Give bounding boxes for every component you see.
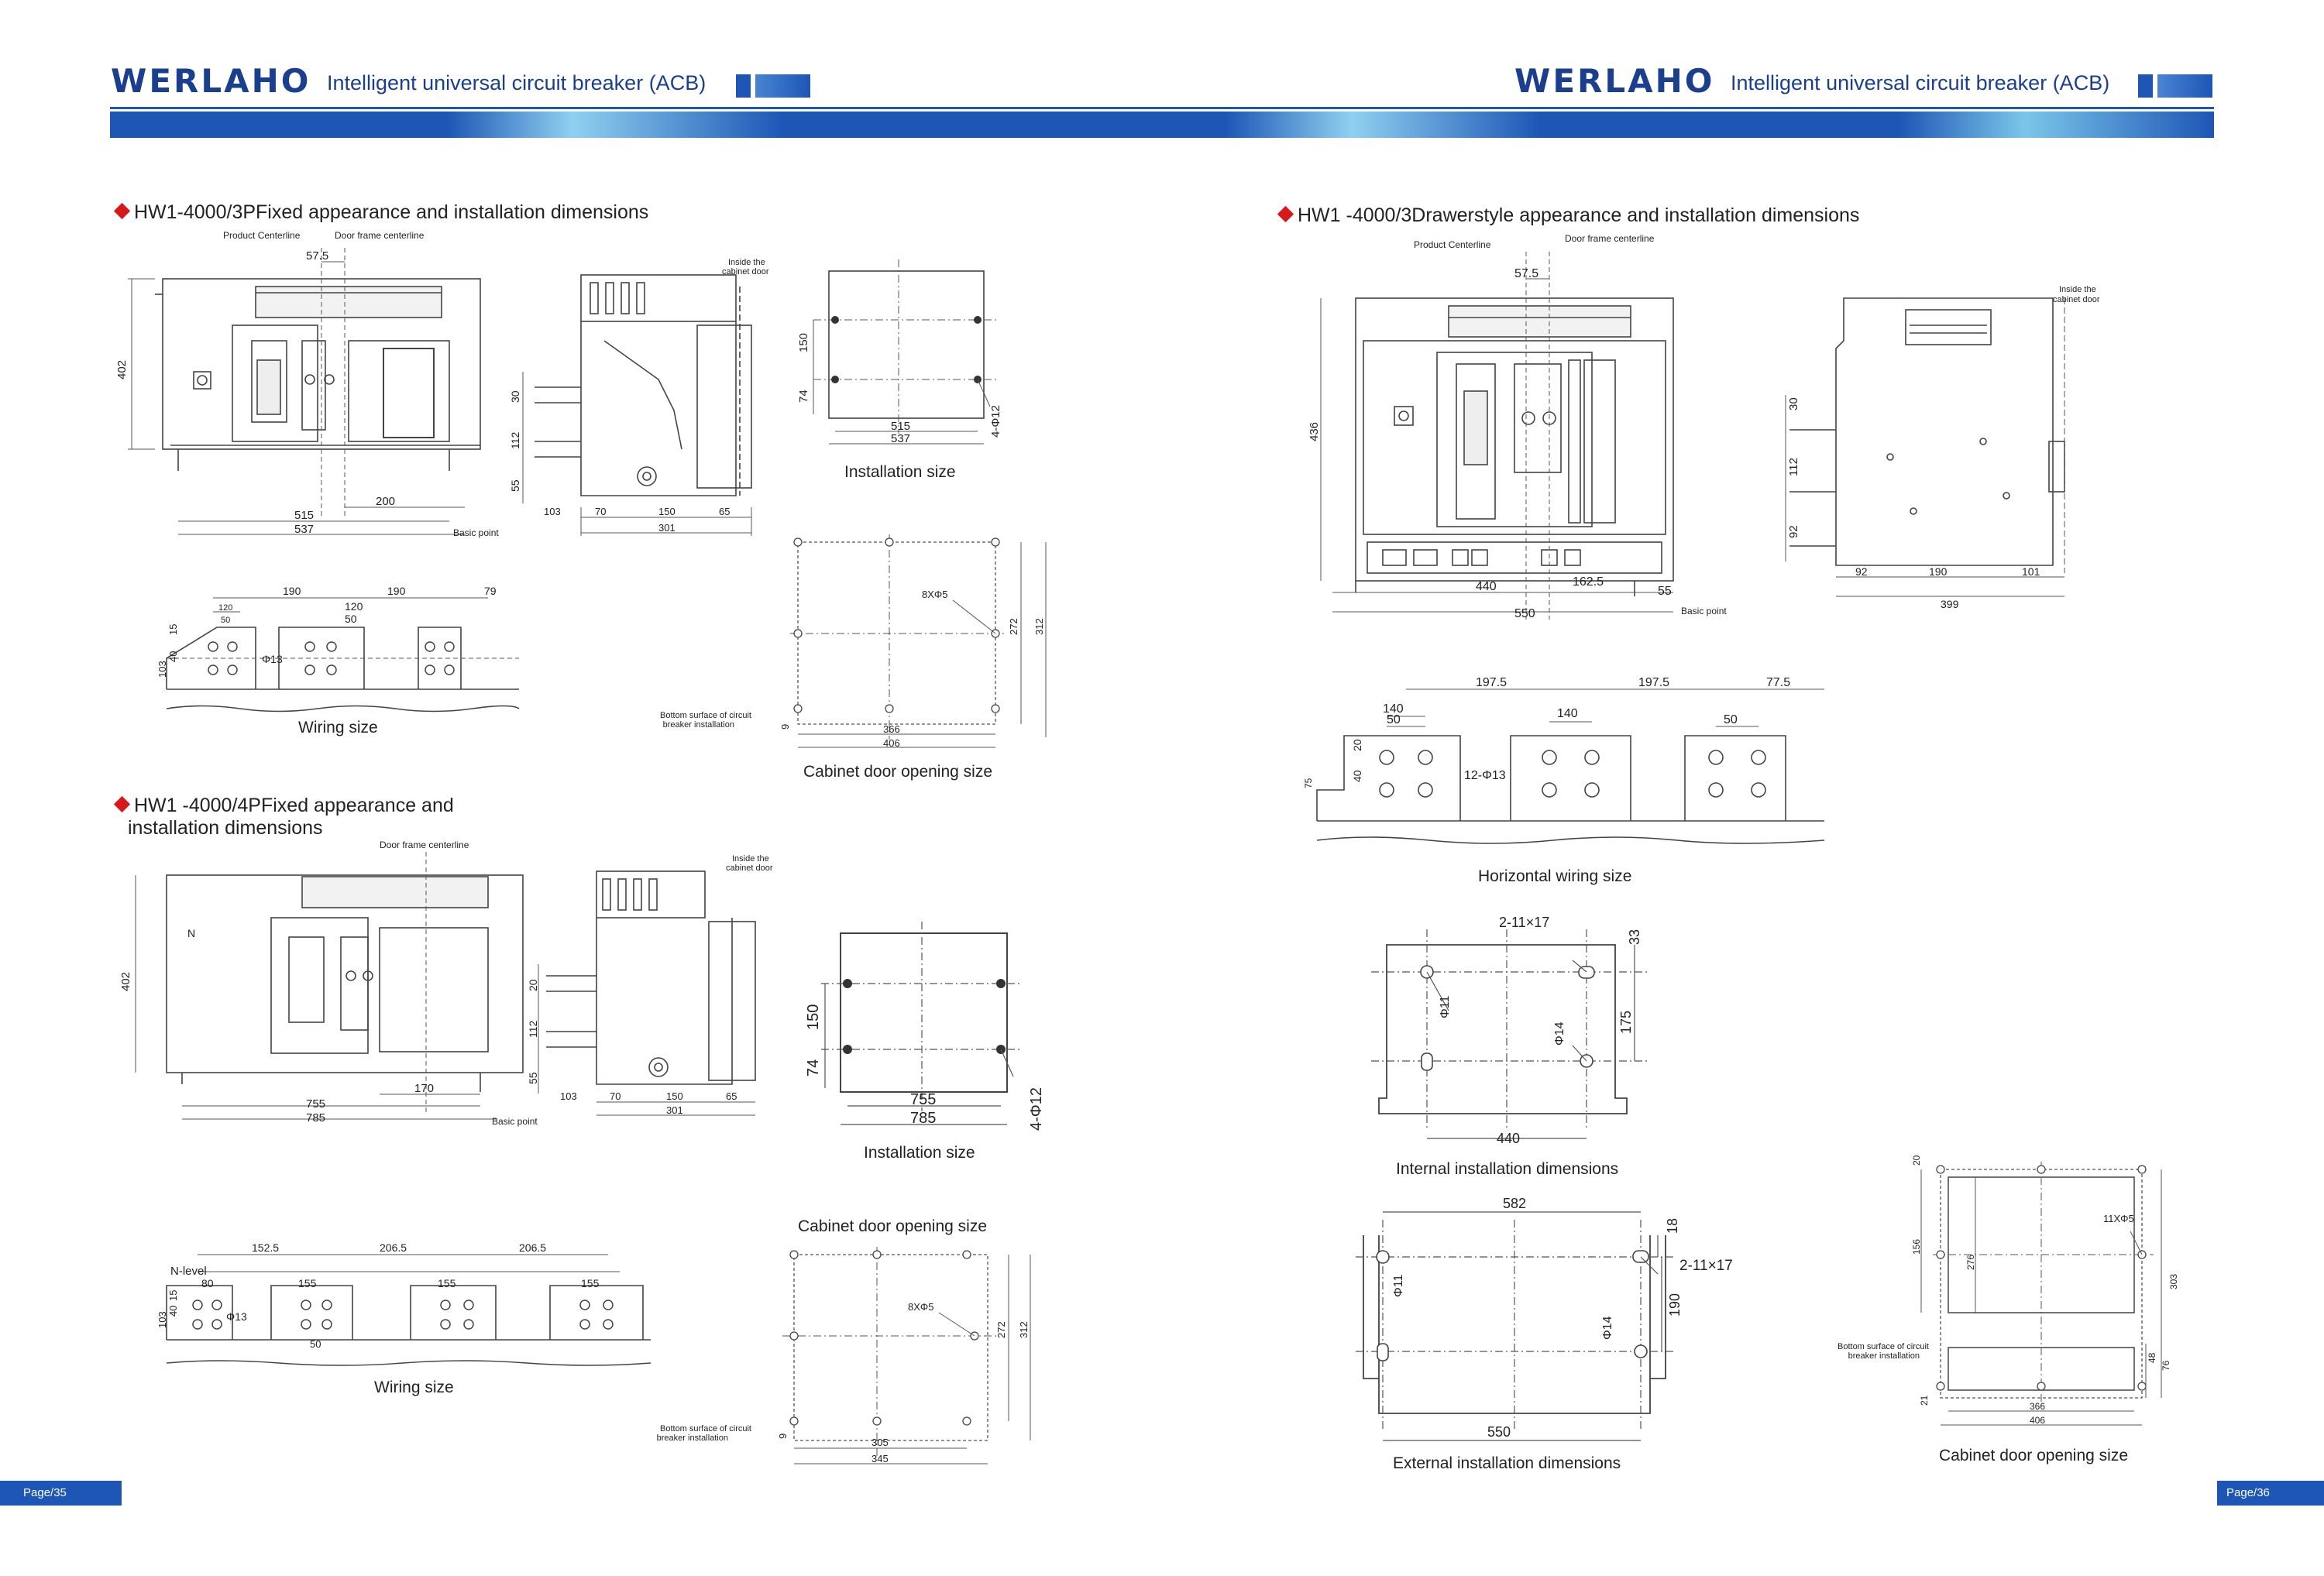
- caption-internal-install: Internal installation dimensions: [1396, 1160, 1619, 1178]
- dim-65: 65: [726, 1090, 737, 1102]
- bullet-icon: [114, 203, 130, 219]
- dim-77-5: 77.5: [1766, 676, 1791, 689]
- dim-190b: 190: [387, 585, 406, 597]
- dim-303: 303: [2168, 1273, 2179, 1289]
- bullet-icon: [1277, 206, 1294, 222]
- dim-112: 112: [509, 431, 521, 449]
- label-inside-cabinet-1: Inside the: [2059, 285, 2096, 294]
- dim-155c: 155: [581, 1277, 600, 1289]
- label-bottom-surface-1: Bottom surface of circuit: [1838, 1342, 1929, 1351]
- dim-170: 170: [414, 1082, 435, 1095]
- dim-175: 175: [1618, 1010, 1634, 1034]
- header-subtitle-right: Intelligent universal circuit breaker (ACB): [1731, 71, 2110, 94]
- dim-11xphi5: 11XΦ5: [2103, 1213, 2134, 1224]
- dim-70: 70: [610, 1090, 621, 1102]
- section-title-4p-fixed: HW1 -4000/4PFixed appearance and installation dimensions: [116, 795, 454, 840]
- dim-305: 305: [871, 1437, 889, 1448]
- label-inside-cabinet-2: cabinet door: [2053, 295, 2100, 304]
- dim-21: 21: [1919, 1395, 1930, 1406]
- dim-785: 785: [306, 1111, 326, 1124]
- dim-4-phi12: 4-Φ12: [1028, 1087, 1045, 1131]
- dim-112: 112: [1787, 458, 1800, 476]
- header-accent-left: [736, 74, 810, 98]
- dim-190a: 190: [283, 585, 301, 597]
- dim-200: 200: [376, 495, 396, 508]
- dim-2-11x17: 2-11×17: [1499, 915, 1550, 930]
- label-door-frame-centerline: Door frame centerline: [335, 230, 425, 241]
- label-product-centerline: Product Centerline: [1414, 239, 1491, 250]
- caption-cabinet-door-3p: Cabinet door opening size: [803, 763, 993, 781]
- dim-92: 92: [1787, 525, 1800, 538]
- dim-103: 103: [156, 661, 168, 678]
- dim-140a: 140: [1383, 702, 1404, 716]
- dim-9: 9: [779, 723, 791, 730]
- dim-301: 301: [658, 522, 676, 534]
- dim-272: 272: [1008, 618, 1019, 635]
- label-bottom-surface-1: Bottom surface of circuit: [660, 711, 751, 720]
- dim-55: 55: [509, 479, 521, 492]
- dim-phi14: Φ14: [1601, 1316, 1614, 1340]
- dim-156: 156: [1911, 1238, 1922, 1255]
- caption-installation-size-3p: Installation size: [844, 463, 956, 481]
- dim-197-5b: 197.5: [1638, 676, 1670, 689]
- dim-550: 550: [1514, 607, 1535, 620]
- header-accent-right: [2138, 74, 2212, 98]
- caption-cabinet-door-drawer: Cabinet door opening size: [1939, 1447, 2129, 1464]
- installation-size-3p-fixed: [790, 259, 1030, 461]
- label-basic-point: Basic point: [453, 527, 499, 538]
- caption-external-install: External installation dimensions: [1393, 1454, 1621, 1472]
- label-bottom-surface-2: breaker installation: [656, 1434, 728, 1443]
- dim-150: 150: [666, 1090, 683, 1102]
- internal-install-3p-drawer: [1363, 906, 1658, 1162]
- installation-size-4p-fixed: [798, 922, 1054, 1138]
- external-install-3p-drawer: [1348, 1189, 1681, 1460]
- dim-40: 40: [167, 1305, 179, 1317]
- label-basic-point: Basic point: [1681, 606, 1727, 616]
- caption-horizontal-wiring: Horizontal wiring size: [1478, 867, 1632, 885]
- label-basic-point: Basic point: [492, 1116, 538, 1127]
- front-view-3p-fixed: [108, 225, 527, 550]
- brand-logo-left: WERLAHO: [111, 62, 311, 100]
- dim-755: 755: [306, 1097, 326, 1111]
- dim-206-5a: 206.5: [380, 1241, 407, 1254]
- dim-402: 402: [119, 971, 132, 991]
- label-inside-cabinet-1: Inside the: [728, 258, 765, 267]
- dim-140b: 140: [1557, 707, 1578, 720]
- label-bottom-surface-2: breaker installation: [662, 720, 734, 730]
- label-inside-cabinet-1: Inside the: [732, 854, 769, 864]
- dim-57-5: 57.5: [306, 249, 329, 263]
- front-view-4p-fixed: [108, 836, 558, 1138]
- bullet-icon: [114, 796, 130, 812]
- dim-366: 366: [2030, 1401, 2046, 1412]
- dim-120b: 120: [345, 600, 363, 613]
- dim-8xphi5: 8XΦ5: [922, 589, 948, 600]
- cabinet-door-3p-fixed: [635, 527, 1069, 759]
- dim-phi13: Φ13: [262, 653, 283, 665]
- dim-70: 70: [595, 506, 607, 517]
- dim-152-5: 152.5: [252, 1241, 280, 1254]
- dim-9: 9: [777, 1433, 789, 1439]
- dim-190: 190: [1929, 565, 1948, 578]
- label-n: N: [187, 927, 196, 939]
- cabinet-door-4p-fixed: [635, 1239, 1069, 1479]
- dim-162-5: 162.5: [1573, 575, 1604, 589]
- dim-79: 79: [484, 585, 497, 597]
- label-inside-cabinet-2: cabinet door: [726, 864, 773, 873]
- dim-76: 76: [2161, 1360, 2171, 1371]
- dim-150: 150: [658, 506, 676, 517]
- dim-55: 55: [527, 1072, 539, 1084]
- dim-406: 406: [2030, 1415, 2046, 1426]
- dim-550: 550: [1487, 1424, 1511, 1440]
- dim-515: 515: [891, 420, 911, 433]
- dim-30: 30: [509, 390, 521, 403]
- dim-582: 582: [1503, 1196, 1527, 1211]
- dim-phi14: Φ14: [1553, 1021, 1566, 1046]
- side-view-3p-fixed: [504, 256, 782, 542]
- dim-20: 20: [1351, 739, 1363, 751]
- dim-33: 33: [1627, 929, 1642, 945]
- dim-2-11x17-external: 2-11×17: [1679, 1258, 1733, 1274]
- dim-8xphi5: 8XΦ5: [908, 1301, 934, 1313]
- dim-155b: 155: [438, 1277, 456, 1289]
- dim-phi11: Φ11: [1392, 1274, 1405, 1297]
- dim-50b: 50: [1724, 713, 1738, 726]
- dim-80: 80: [201, 1277, 214, 1289]
- wiring-size-4p-fixed: [155, 1239, 666, 1386]
- dim-440: 440: [1476, 580, 1497, 593]
- wiring-size-3p-fixed: [155, 581, 527, 720]
- dim-755: 755: [910, 1091, 937, 1108]
- dim-150: 150: [805, 1004, 822, 1030]
- dim-402: 402: [115, 359, 129, 379]
- dim-92b: 92: [1855, 565, 1868, 578]
- dim-190: 190: [1667, 1293, 1683, 1317]
- dim-50b: 50: [345, 613, 357, 625]
- header-band: [110, 112, 2214, 138]
- dim-74: 74: [805, 1059, 822, 1076]
- dim-50a: 50: [1387, 713, 1401, 726]
- dim-103: 103: [560, 1090, 577, 1102]
- dim-155a: 155: [298, 1277, 317, 1289]
- dim-272: 272: [995, 1321, 1007, 1338]
- dim-18: 18: [1665, 1217, 1680, 1234]
- dim-48: 48: [2147, 1352, 2157, 1363]
- dim-phi13: Φ13: [226, 1310, 247, 1323]
- label-n-level: N-level: [170, 1265, 207, 1278]
- page-number-right: Page/36: [2217, 1481, 2324, 1506]
- dim-150: 150: [797, 332, 810, 352]
- dim-103: 103: [156, 1311, 168, 1328]
- label-bottom-surface-1: Bottom surface of circuit: [660, 1424, 751, 1434]
- dim-312: 312: [1033, 618, 1045, 635]
- dim-40: 40: [1351, 770, 1363, 782]
- header-rule: [110, 107, 2214, 109]
- label-inside-cabinet-2: cabinet door: [722, 267, 769, 276]
- dim-399: 399: [1941, 598, 1959, 610]
- dim-phi11: Φ11: [1439, 995, 1452, 1018]
- side-view-4p-fixed: [523, 852, 779, 1131]
- dim-15: 15: [167, 623, 179, 635]
- header-subtitle-left: Intelligent universal circuit breaker (ACB): [327, 71, 706, 94]
- dim-15: 15: [167, 1289, 179, 1301]
- dim-436: 436: [1308, 421, 1321, 441]
- dim-20: 20: [1911, 1155, 1922, 1166]
- caption-cabinet-door-4p: Cabinet door opening size: [798, 1217, 988, 1235]
- dim-65: 65: [719, 506, 731, 517]
- dim-101: 101: [2022, 565, 2040, 578]
- dim-74: 74: [797, 390, 810, 403]
- dim-537: 537: [294, 523, 315, 536]
- dim-785: 785: [910, 1110, 937, 1127]
- dim-4-phi12: 4-Φ12: [989, 405, 1002, 438]
- dim-75: 75: [1303, 778, 1314, 788]
- dim-301: 301: [666, 1104, 683, 1116]
- caption-wiring-size-3p: Wiring size: [298, 719, 378, 736]
- dim-366: 366: [883, 723, 900, 735]
- dim-276: 276: [1965, 1254, 1976, 1270]
- brand-logo-right: WERLAHO: [1514, 62, 1715, 100]
- cabinet-door-3p-drawer: [1820, 1138, 2208, 1448]
- front-view-3p-drawer: [1309, 232, 1728, 635]
- label-product-centerline: Product Centerline: [223, 230, 301, 241]
- section-title-3p-fixed: HW1-4000/3PFixed appearance and installation dimensions: [116, 201, 648, 224]
- dim-112: 112: [527, 1020, 539, 1038]
- label-door-frame-centerline: Door frame centerline: [380, 840, 469, 850]
- dim-537: 537: [891, 432, 911, 445]
- dim-120a: 120: [218, 603, 233, 613]
- caption-wiring-size-4p: Wiring size: [374, 1379, 454, 1396]
- section-title-3p-drawer: HW1 -4000/3Drawerstyle appearance and installation dimensions: [1280, 204, 1859, 227]
- caption-installation-size-4p: Installation size: [864, 1144, 975, 1162]
- dim-20: 20: [527, 979, 539, 991]
- label-door-frame-centerline: Door frame centerline: [1565, 233, 1655, 244]
- horizontal-wiring-3p-drawer: [1305, 674, 1840, 867]
- dim-40: 40: [167, 651, 179, 662]
- dim-406: 406: [883, 737, 900, 749]
- dim-50: 50: [310, 1338, 321, 1350]
- dim-197-5a: 197.5: [1476, 676, 1508, 689]
- page-number-left: Page/35: [0, 1481, 122, 1506]
- dim-345: 345: [871, 1453, 889, 1464]
- side-view-3p-drawer: [1774, 279, 2099, 612]
- dim-50a: 50: [221, 616, 231, 625]
- dim-312: 312: [1018, 1321, 1030, 1338]
- dim-515: 515: [294, 509, 315, 522]
- dim-440: 440: [1497, 1131, 1521, 1146]
- dim-30: 30: [1787, 397, 1800, 410]
- dim-57-5: 57.5: [1514, 267, 1539, 280]
- dim-206-5b: 206.5: [519, 1241, 547, 1254]
- dim-12-phi13: 12-Φ13: [1464, 769, 1506, 782]
- dim-55: 55: [1658, 585, 1672, 598]
- label-bottom-surface-2: breaker installation: [1848, 1351, 1920, 1361]
- dim-103: 103: [544, 506, 561, 517]
